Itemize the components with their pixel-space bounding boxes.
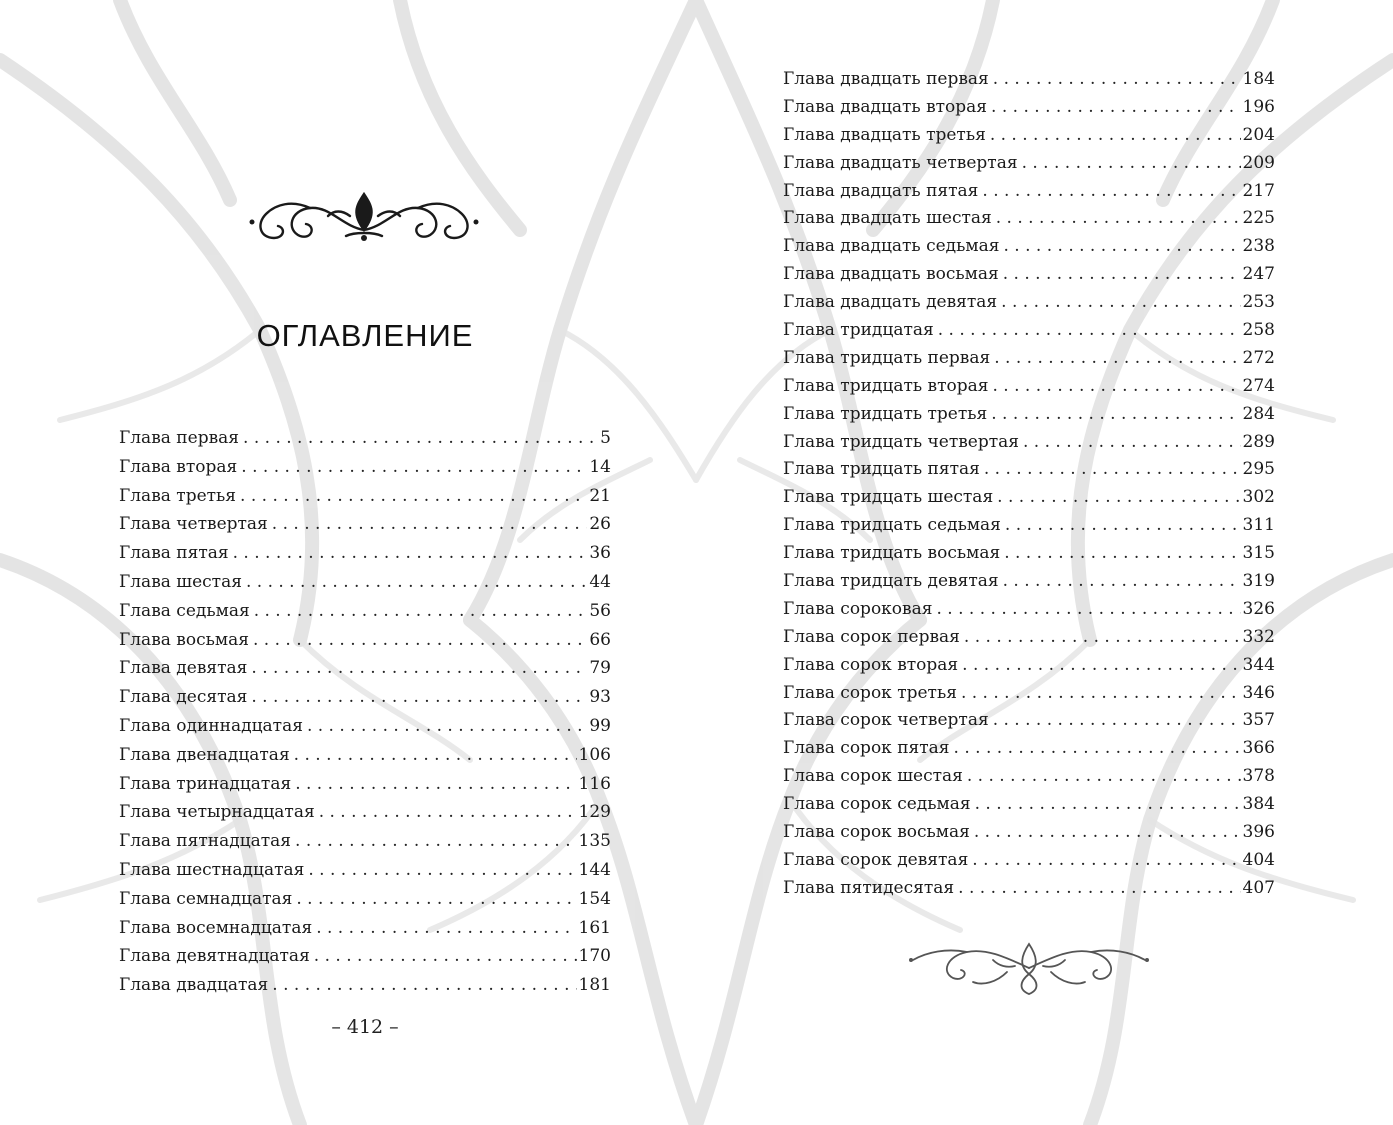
toc-entry-page: 106	[578, 744, 611, 765]
toc-entry-label: Глава пятидесятая	[783, 877, 955, 898]
toc-entry-page: 344	[1242, 654, 1275, 675]
dot-leader	[1004, 540, 1240, 568]
toc-entry-label: Глава девятая	[119, 658, 248, 679]
dot-leader	[997, 484, 1240, 512]
toc-entry-label: Глава сорок седьмая	[783, 794, 971, 815]
toc-entry-label: Глава тридцать пятая	[783, 459, 980, 480]
dot-leader	[961, 680, 1241, 708]
right-page	[696, 0, 1393, 1125]
toc-entry[interactable]	[119, 798, 611, 827]
page-number: – 412 –	[331, 1016, 399, 1038]
toc-entry-label: Глава третья	[119, 485, 237, 506]
toc-entry-page: 407	[1242, 877, 1275, 898]
toc-entry[interactable]	[119, 942, 611, 971]
toc-entry-label: Глава сорок шестая	[783, 766, 963, 787]
toc-entry-label: Глава четырнадцатая	[119, 802, 315, 823]
dot-leader	[974, 819, 1241, 847]
dot-leader	[1005, 512, 1241, 540]
toc-entry-page: 79	[589, 658, 611, 679]
dot-leader	[253, 626, 587, 655]
toc-entry-page: 284	[1242, 403, 1275, 424]
dot-leader	[936, 596, 1240, 624]
toc-entry-label: Глава пятая	[119, 543, 229, 564]
dot-leader	[994, 345, 1240, 373]
dot-leader	[990, 122, 1241, 150]
page-title: ОГЛАВЛЕНИЕ	[256, 318, 474, 353]
toc-entry[interactable]	[783, 707, 1275, 735]
toc-entry-page: 99	[589, 715, 611, 736]
toc-entry-label: Глава одиннадцатая	[119, 715, 303, 736]
toc-entry[interactable]	[119, 539, 611, 568]
toc-entry[interactable]	[119, 856, 611, 885]
toc-entry-page: 315	[1242, 543, 1275, 564]
toc-entry-label: Глава семнадцатая	[119, 888, 293, 909]
toc-entry-page: 258	[1242, 320, 1275, 341]
toc-entry[interactable]	[783, 540, 1275, 568]
toc-entry[interactable]	[119, 914, 611, 943]
toc-entry-page: 204	[1242, 124, 1275, 145]
toc-entry-page: 272	[1242, 347, 1275, 368]
toc-entry[interactable]	[783, 847, 1275, 875]
toc-entry-page: 135	[578, 831, 611, 852]
toc-entry-page: 14	[589, 456, 611, 477]
dot-leader	[295, 827, 577, 856]
dot-leader	[972, 847, 1240, 875]
toc-entry[interactable]	[783, 512, 1275, 540]
toc-entry-label: Глава восьмая	[119, 629, 249, 650]
dot-leader	[991, 94, 1241, 122]
dot-leader	[1022, 150, 1241, 178]
toc-entry-page: 326	[1242, 598, 1275, 619]
dot-leader	[308, 856, 576, 885]
toc-entry-label: Глава вторая	[119, 456, 238, 477]
toc-entry[interactable]	[783, 875, 1275, 903]
toc-entry-label: Глава тринадцатая	[119, 773, 292, 794]
toc-entry[interactable]	[783, 261, 1275, 289]
dot-leader	[295, 770, 576, 799]
toc-entry-label: Глава тридцать третья	[783, 403, 988, 424]
toc-entry-label: Глава седьмая	[119, 600, 250, 621]
toc-entry[interactable]	[783, 763, 1275, 791]
toc-entry-page: 36	[589, 543, 611, 564]
toc-entry[interactable]	[119, 510, 611, 539]
dot-leader	[1003, 261, 1241, 289]
toc-entry-label: Глава двадцать восьмая	[783, 264, 999, 285]
dot-leader	[1023, 429, 1241, 457]
toc-entry-page: 253	[1242, 292, 1275, 313]
toc-entry-page: 144	[578, 859, 611, 880]
toc-entry-label: Глава девятнадцатая	[119, 946, 310, 967]
toc-entry-page: 378	[1242, 766, 1275, 787]
toc-entry-label: Глава тридцать девятая	[783, 571, 999, 592]
toc-entry-label: Глава двадцать первая	[783, 69, 989, 89]
toc-entry-label: Глава тридцать седьмая	[783, 515, 1001, 536]
toc-entry-label: Глава двадцатая	[119, 975, 269, 996]
dot-leader	[316, 914, 576, 943]
dot-leader	[993, 66, 1241, 94]
toc-entry[interactable]	[119, 453, 611, 482]
toc-entry-label: Глава сороковая	[783, 598, 933, 619]
toc-entry-page: 238	[1242, 236, 1275, 257]
end-ornament-icon	[907, 938, 1151, 998]
dot-leader	[991, 401, 1240, 429]
toc-entry-page: 21	[589, 485, 611, 506]
dot-leader	[254, 597, 588, 626]
dot-leader	[272, 971, 576, 1000]
toc-entry-page: 404	[1242, 849, 1275, 870]
toc-entry-page: 247	[1242, 264, 1275, 285]
toc-entry[interactable]	[783, 373, 1275, 401]
toc-entry-label: Глава двадцать седьмая	[783, 236, 1000, 257]
toc-entry-page: 116	[578, 773, 611, 794]
toc-entry[interactable]	[119, 654, 611, 683]
toc-list-left	[119, 424, 611, 1000]
toc-entry-label: Глава тридцать шестая	[783, 487, 994, 508]
toc-entry-label: Глава тридцать четвертая	[783, 431, 1019, 452]
toc-entry[interactable]	[119, 626, 611, 655]
toc-entry-page: 44	[589, 571, 611, 592]
toc-entry-label: Глава четвертая	[119, 514, 268, 535]
toc-entry[interactable]	[783, 66, 1275, 94]
toc-entry-label: Глава сорок пятая	[783, 738, 950, 759]
toc-entry-page: 295	[1242, 459, 1275, 480]
dot-leader	[241, 453, 587, 482]
toc-entry[interactable]	[783, 317, 1275, 345]
toc-entry[interactable]	[783, 122, 1275, 150]
toc-entry-page: 384	[1242, 794, 1275, 815]
left-page	[0, 0, 696, 1125]
dot-leader	[1003, 233, 1240, 261]
toc-entry-page: 170	[578, 946, 611, 967]
toc-entry[interactable]	[783, 150, 1275, 178]
dot-leader	[984, 456, 1241, 484]
toc-entry[interactable]	[119, 568, 611, 597]
toc-entry[interactable]	[119, 482, 611, 511]
toc-entry[interactable]	[119, 597, 611, 626]
toc-entry[interactable]	[119, 770, 611, 799]
toc-entry-label: Глава сорок четвертая	[783, 710, 989, 731]
toc-entry[interactable]	[119, 741, 611, 770]
toc-entry-label: Глава тридцатая	[783, 320, 934, 341]
dot-leader	[314, 942, 577, 971]
dot-leader	[938, 317, 1241, 345]
toc-entry-page: 93	[589, 687, 611, 708]
toc-entry-label: Глава шестая	[119, 571, 242, 592]
toc-entry-page: 217	[1242, 180, 1275, 201]
toc-entry-page: 396	[1242, 822, 1275, 843]
dot-leader	[996, 205, 1241, 233]
toc-entry-label: Глава первая	[119, 428, 240, 448]
toc-entry[interactable]	[783, 484, 1275, 512]
toc-entry-label: Глава сорок восьмая	[783, 822, 970, 843]
toc-entry[interactable]	[783, 819, 1275, 847]
toc-entry-page: 26	[589, 514, 611, 535]
toc-entry[interactable]	[783, 94, 1275, 122]
dot-leader	[967, 763, 1241, 791]
toc-entry-label: Глава двадцать третья	[783, 124, 986, 145]
dot-leader	[296, 885, 576, 914]
toc-entry-label: Глава пятнадцатая	[119, 831, 292, 852]
toc-entry[interactable]	[783, 624, 1275, 652]
toc-entry[interactable]	[783, 596, 1275, 624]
toc-entry-page: 154	[578, 888, 611, 909]
toc-entry-page: 181	[578, 975, 611, 996]
dot-leader	[992, 373, 1240, 401]
dot-leader	[993, 707, 1241, 735]
toc-entry-label: Глава тридцать первая	[783, 347, 991, 368]
dot-leader	[975, 791, 1241, 819]
dot-leader	[964, 624, 1241, 652]
toc-entry[interactable]	[119, 885, 611, 914]
toc-entry-page: 5	[600, 428, 611, 448]
toc-entry[interactable]	[783, 680, 1275, 708]
toc-entry-page: 274	[1242, 375, 1275, 396]
toc-entry-page: 366	[1242, 738, 1275, 759]
toc-entry-page: 56	[589, 600, 611, 621]
toc-entry[interactable]	[783, 568, 1275, 596]
toc-entry-page: 129	[578, 802, 611, 823]
toc-entry-page: 357	[1242, 710, 1275, 731]
toc-entry-label: Глава десятая	[119, 687, 248, 708]
toc-entry-label: Глава двенадцатая	[119, 744, 290, 765]
toc-entry-page: 66	[589, 629, 611, 650]
toc-entry-label: Глава сорок вторая	[783, 654, 959, 675]
dot-leader	[319, 798, 577, 827]
toc-entry-label: Глава двадцать пятая	[783, 180, 979, 201]
dot-leader	[1003, 568, 1241, 596]
dot-leader	[982, 178, 1240, 206]
toc-entry[interactable]	[119, 712, 611, 741]
dot-leader	[307, 712, 587, 741]
toc-entry-label: Глава тридцать вторая	[783, 375, 989, 396]
dot-leader	[272, 510, 588, 539]
toc-entry[interactable]	[783, 456, 1275, 484]
toc-entry-label: Глава сорок третья	[783, 682, 957, 703]
toc-entry-page: 346	[1242, 682, 1275, 703]
toc-entry[interactable]	[783, 401, 1275, 429]
toc-entry[interactable]	[783, 791, 1275, 819]
dot-leader	[294, 741, 577, 770]
toc-entry[interactable]	[783, 345, 1275, 373]
toc-entry[interactable]	[119, 683, 611, 712]
toc-entry[interactable]	[783, 652, 1275, 680]
dot-leader	[251, 683, 587, 712]
toc-entry-label: Глава тридцать восьмая	[783, 543, 1001, 564]
toc-entry[interactable]	[119, 424, 611, 453]
dot-leader	[243, 424, 598, 453]
toc-entry-label: Глава двадцать шестая	[783, 208, 992, 229]
toc-entry-page: 184	[1242, 69, 1275, 89]
toc-entry[interactable]	[119, 827, 611, 856]
toc-entry-page: 209	[1242, 152, 1275, 173]
toc-entry-page: 302	[1242, 487, 1275, 508]
dot-leader	[954, 735, 1241, 763]
toc-entry-page: 161	[578, 917, 611, 938]
dot-leader	[251, 654, 587, 683]
toc-entry-label: Глава сорок девятая	[783, 849, 969, 870]
toc-entry-label: Глава двадцать четвертая	[783, 152, 1018, 173]
toc-entry[interactable]	[783, 735, 1275, 763]
toc-entry-label: Глава восемнадцатая	[119, 917, 313, 938]
vignette-ornament-icon	[246, 186, 482, 244]
dot-leader	[246, 568, 587, 597]
toc-entry[interactable]	[783, 289, 1275, 317]
toc-list-right	[783, 66, 1275, 903]
toc-entry-page: 196	[1242, 96, 1275, 117]
dot-leader	[958, 875, 1240, 903]
toc-entry-label: Глава сорок первая	[783, 626, 960, 647]
toc-entry-label: Глава двадцать девятая	[783, 292, 998, 313]
toc-entry-page: 311	[1242, 515, 1275, 536]
toc-entry[interactable]	[783, 429, 1275, 457]
toc-entry[interactable]	[783, 178, 1275, 206]
dot-leader	[233, 539, 588, 568]
toc-entry-page: 332	[1242, 626, 1275, 647]
toc-entry-label: Глава шестнадцатая	[119, 859, 305, 880]
toc-entry-page: 289	[1242, 431, 1275, 452]
dot-leader	[1001, 289, 1240, 317]
toc-entry[interactable]	[783, 205, 1275, 233]
dot-leader	[240, 482, 587, 511]
toc-entry[interactable]	[119, 971, 611, 1000]
toc-entry-label: Глава двадцать вторая	[783, 96, 988, 117]
dot-leader	[962, 652, 1240, 680]
toc-entry[interactable]	[783, 233, 1275, 261]
toc-entry-page: 319	[1242, 571, 1275, 592]
toc-entry-page: 225	[1242, 208, 1275, 229]
